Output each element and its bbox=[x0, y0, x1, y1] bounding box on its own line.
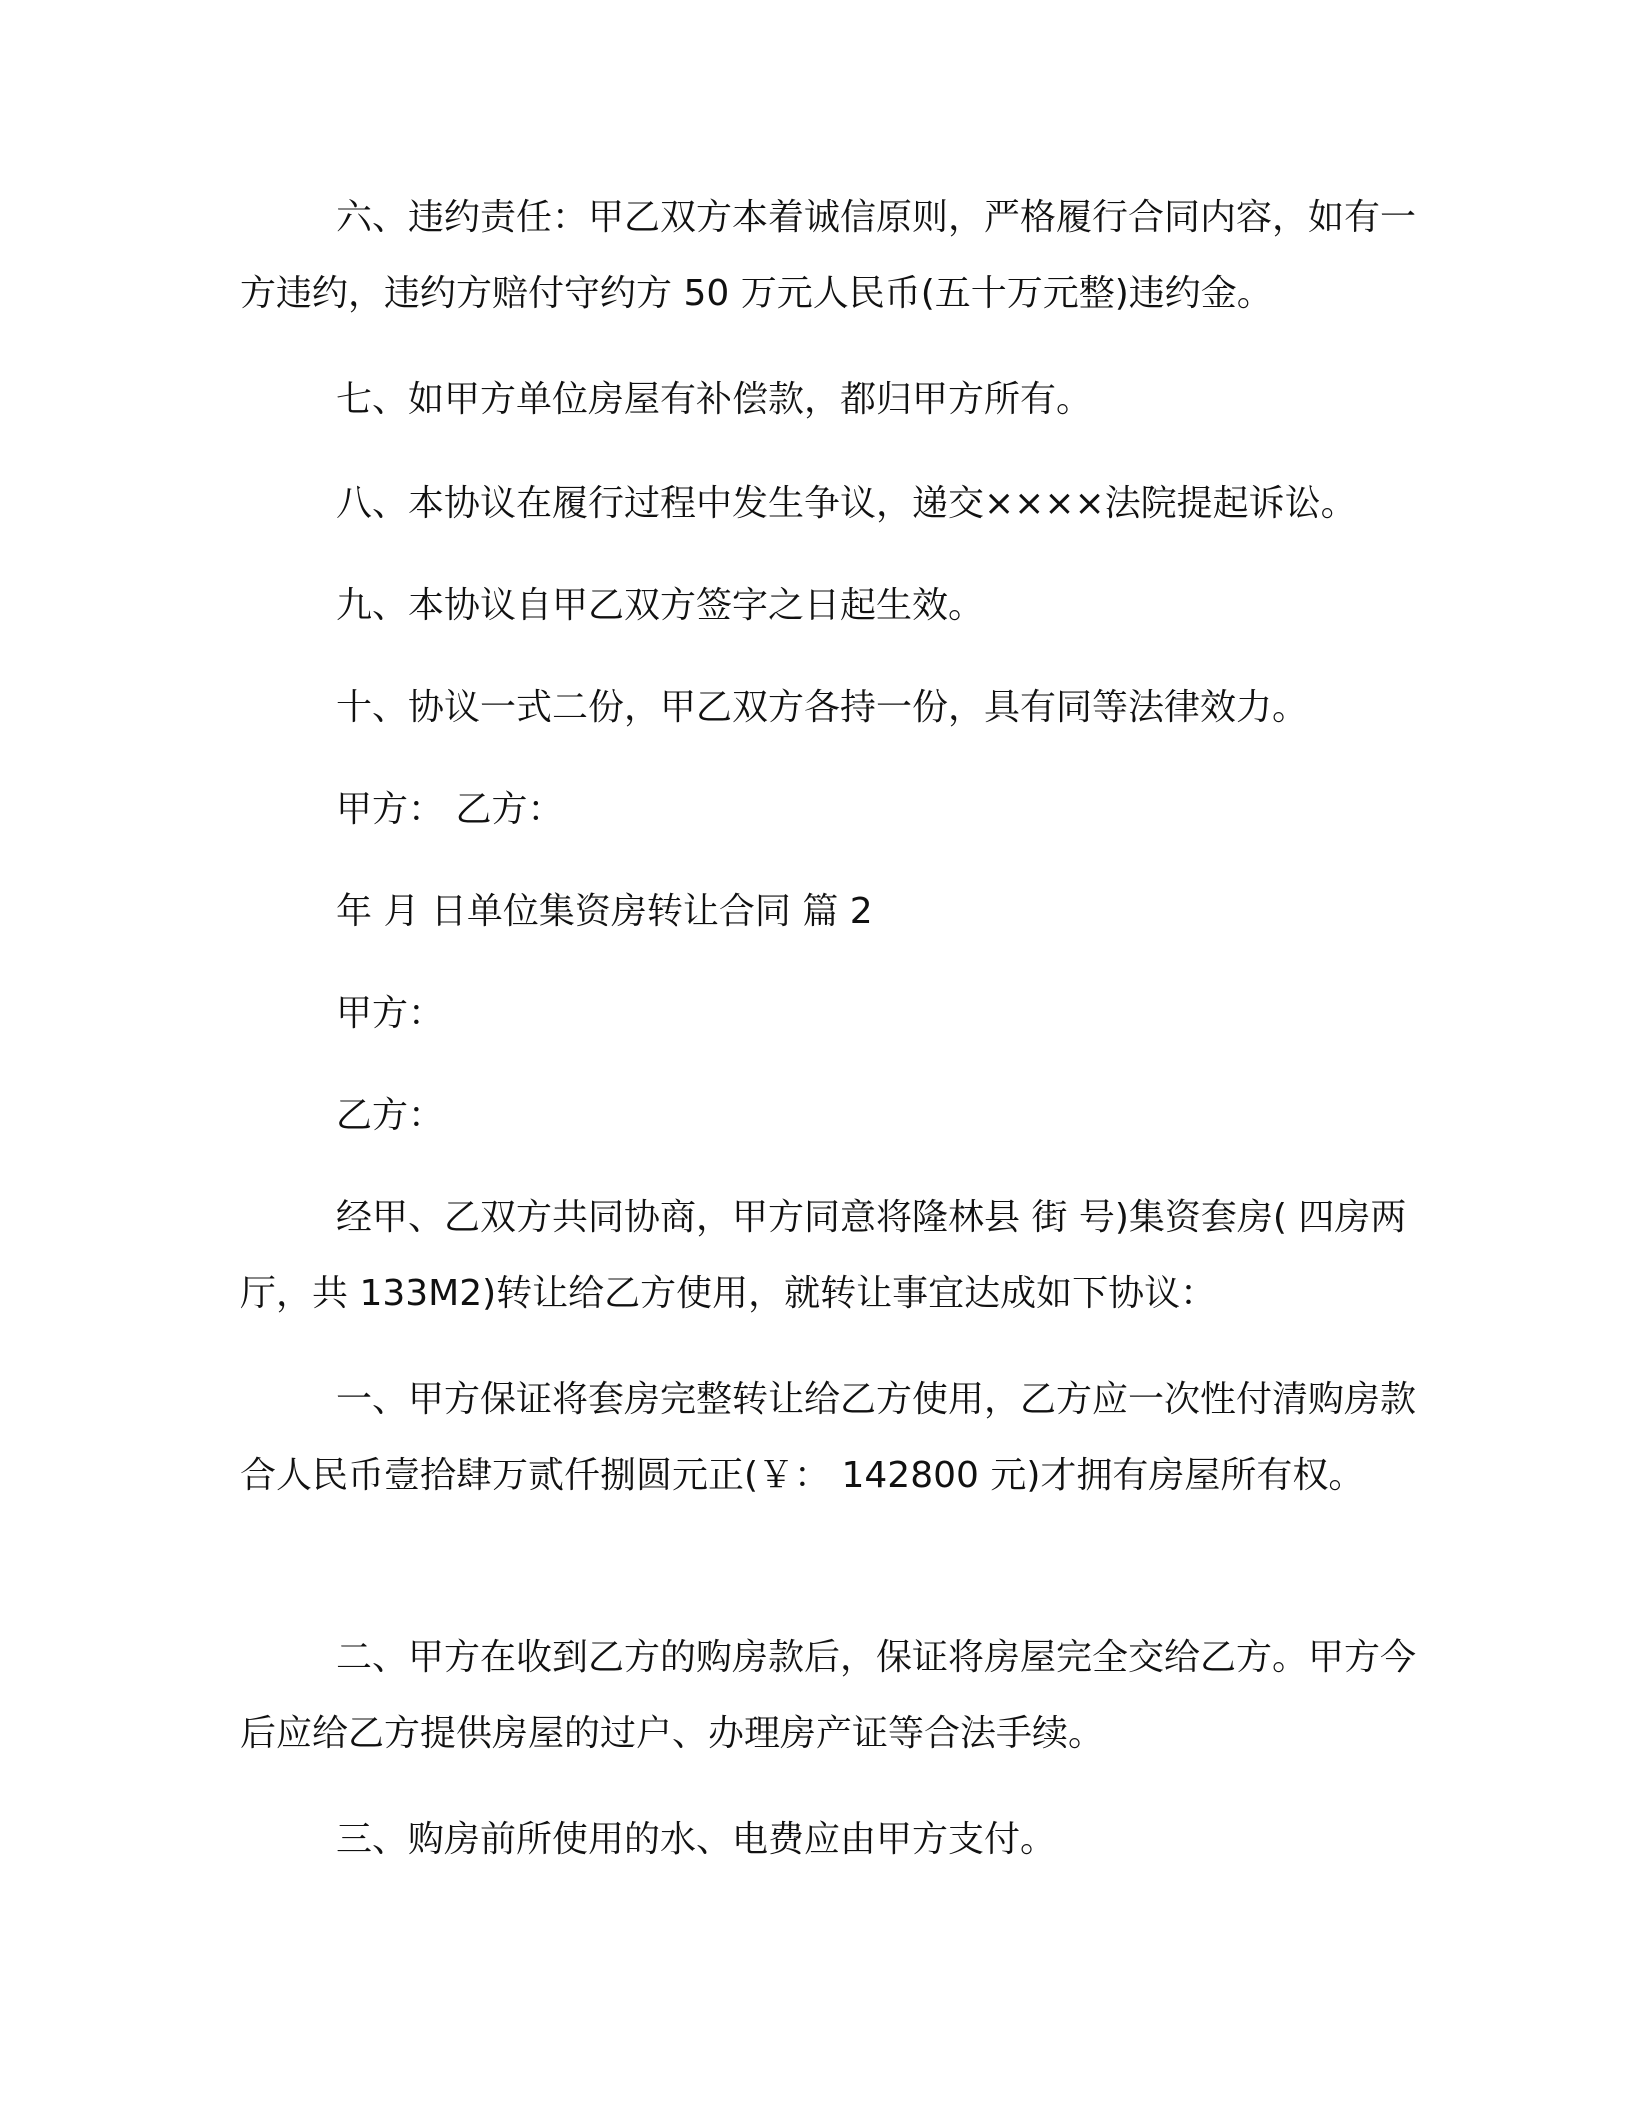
clause-7-compensation: 七、如甲方单位房屋有补偿款，都归甲方所有。 bbox=[336, 379, 1093, 420]
clause-8-dispute: 八、本协议在履行过程中发生争议，递交××××法院提起诉讼。 bbox=[336, 483, 1357, 524]
document-page bbox=[240, 0, 1420, 2112]
clause-6-breach-liability: 六、违约责任：甲乙双方本着诚信原则，严格履行合同内容，如有一方违约，违约方赔付守约方 50 万元人民币(五十万元整)违约金。 bbox=[240, 197, 1417, 314]
clause-1-payment: 一、甲方保证将套房完整转让给乙方使用，乙方应一次性付清购房款合人民币壹拾肆万贰仟捌圆元正(￥： 142800 元)才拥有房屋所有权。 bbox=[240, 1379, 1417, 1496]
clause-3-utilities: 三、购房前所使用的水、电费应由甲方支付。 bbox=[336, 1819, 1057, 1860]
signature-line: 甲方： 乙方： bbox=[336, 789, 564, 830]
party-a-line: 甲方： bbox=[336, 993, 445, 1034]
clause-10-copies: 十、协议一式二份，甲乙双方各持一份，具有同等法律效力。 bbox=[336, 687, 1309, 728]
clause-9-effective: 九、本协议自甲乙双方签字之日起生效。 bbox=[336, 585, 985, 626]
date-and-contract-title: 年 月 日单位集资房转让合同 篇 2 bbox=[336, 891, 873, 932]
preamble-paragraph: 经甲、乙双方共同协商，甲方同意将隆林县 街 号)集资套房( 四房两厅，共 133M2)转让给乙方使用，就转让事宜达成如下协议： bbox=[240, 1197, 1407, 1314]
clause-2-handover: 二、甲方在收到乙方的购房款后，保证将房屋完全交给乙方。甲方今后应给乙方提供房屋的过户、办理房产证等合法手续。 bbox=[240, 1637, 1417, 1754]
party-b-line: 乙方： bbox=[336, 1095, 445, 1136]
